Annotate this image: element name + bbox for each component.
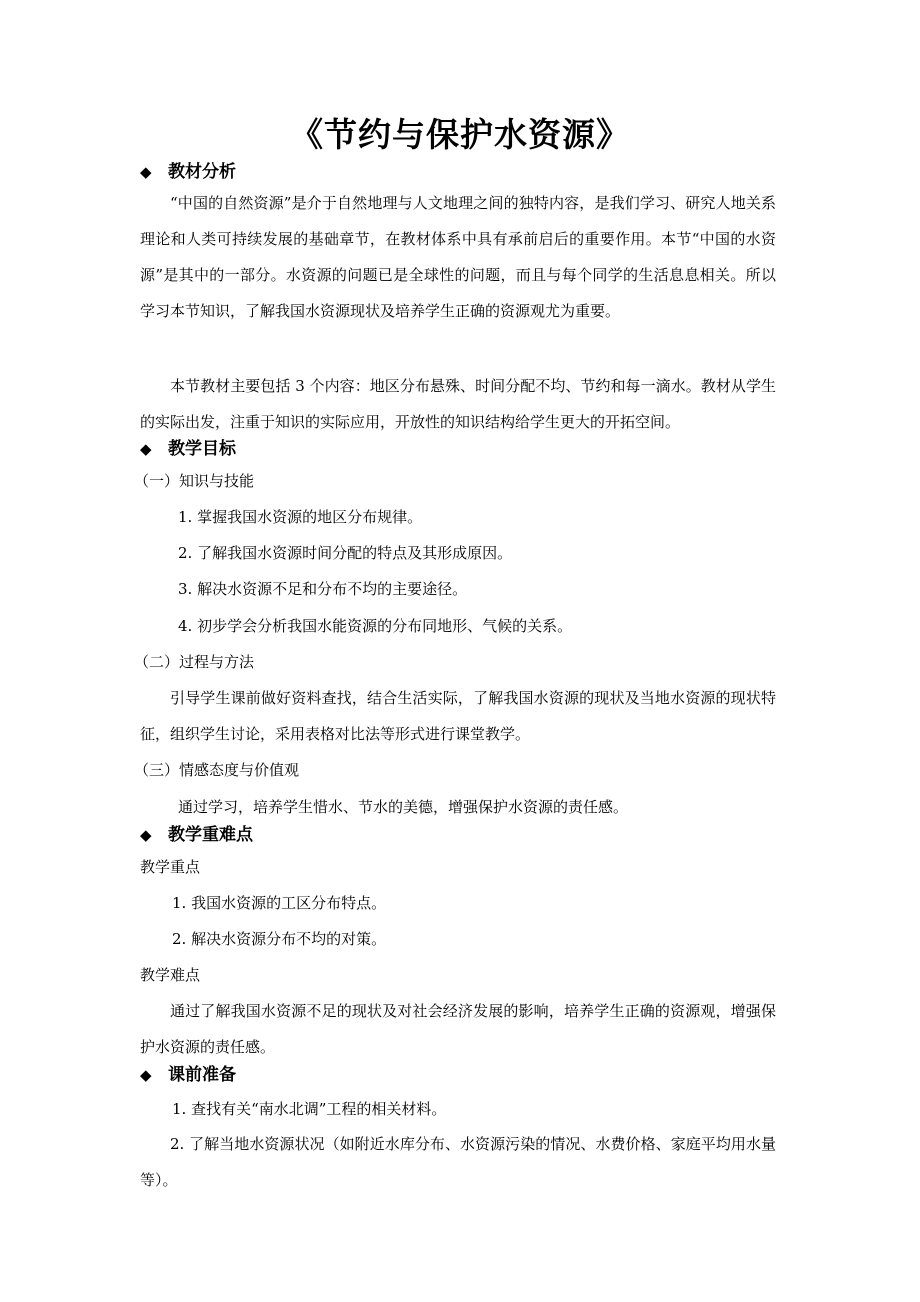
- diamond-bullet-icon: ◆: [140, 826, 152, 844]
- heading-text: 教材分析: [168, 162, 236, 182]
- prep-item-1: 1. 查找有关“南水北调”工程的相关材料。: [172, 1100, 447, 1118]
- subheading-knowledge: （一）知识与技能: [134, 472, 255, 490]
- goal-item-1: 1. 掌握我国水资源的地区分布规律。: [178, 508, 423, 526]
- diamond-bullet-icon: ◆: [140, 1066, 152, 1084]
- goal-item-2: 2. 了解我国水资源时间分配的特点及其形成原因。: [178, 544, 513, 562]
- heading-text: 教学目标: [168, 439, 236, 459]
- goal-item-3: 3. 解决水资源不足和分布不均的主要途径。: [178, 580, 468, 598]
- prep-item-2: 2. 了解当地水资源状况（如附近水库分布、水资源污染的情况、水费价格、家庭平均用水量等）。: [140, 1135, 776, 1189]
- section-heading-prep: [140, 1062, 236, 1088]
- analysis-paragraph-2: 本节教材主要包括 3 个内容：地区分布悬殊、时间分配不均、节约和每一滴水。教材从学生的实际出发，注重于知识的实际应用，开放性的知识结构给学生更大的开拓空间。: [140, 377, 776, 431]
- page-title: 《节约与保护水资源》: [290, 115, 630, 154]
- section-heading-analysis: [140, 159, 236, 185]
- goal-item-4: 4. 初步学会分析我国水能资源的分布同地形、气候的关系。: [178, 617, 573, 635]
- subheading-process: （二）过程与方法: [134, 653, 255, 671]
- difficulty-label: 教学难点: [140, 966, 201, 984]
- focus-label: 教学重点: [140, 858, 201, 876]
- diamond-bullet-icon: ◆: [140, 163, 152, 181]
- heading-text: 课前准备: [168, 1065, 236, 1085]
- attitude-paragraph: 通过学习，培养学生惜水、节水的美德，增强保护水资源的责任感。: [178, 798, 629, 816]
- process-paragraph: 引导学生课前做好资料查找，结合生活实际，了解我国水资源的现状及当地水资源的现状特征，组织学生讨论，采用表格对比法等形式进行课堂教学。: [140, 689, 776, 743]
- subheading-attitude: （三）情感态度与价值观: [134, 761, 300, 779]
- focus-item-2: 2. 解决水资源分布不均的对策。: [172, 930, 387, 948]
- analysis-paragraph-1: “中国的自然资源”是介于自然地理与人文地理之间的独特内容，是我们学习、研究人地关系理论和人类可持续发展的基础章节，在教材体系中具有承前启后的重要作用。本节“中国的水资源”是其中的一部分。水资源的问题已是全球性的问题，而且与每个同学的生活息息相关。所以学习本节知识，了解我国水资源现状及培养学生正确的资源观尤为重要。: [140, 194, 776, 320]
- diamond-bullet-icon: ◆: [140, 440, 152, 458]
- focus-item-1: 1. 我国水资源的工区分布特点。: [172, 894, 387, 912]
- section-heading-keypoints: [140, 822, 253, 848]
- difficulty-paragraph: 通过了解我国水资源不足的现状及对社会经济发展的影响，培养学生正确的资源观，增强保护水资源的责任感。: [140, 1002, 776, 1056]
- heading-text: 教学重难点: [168, 825, 253, 845]
- section-heading-goals: [140, 436, 236, 462]
